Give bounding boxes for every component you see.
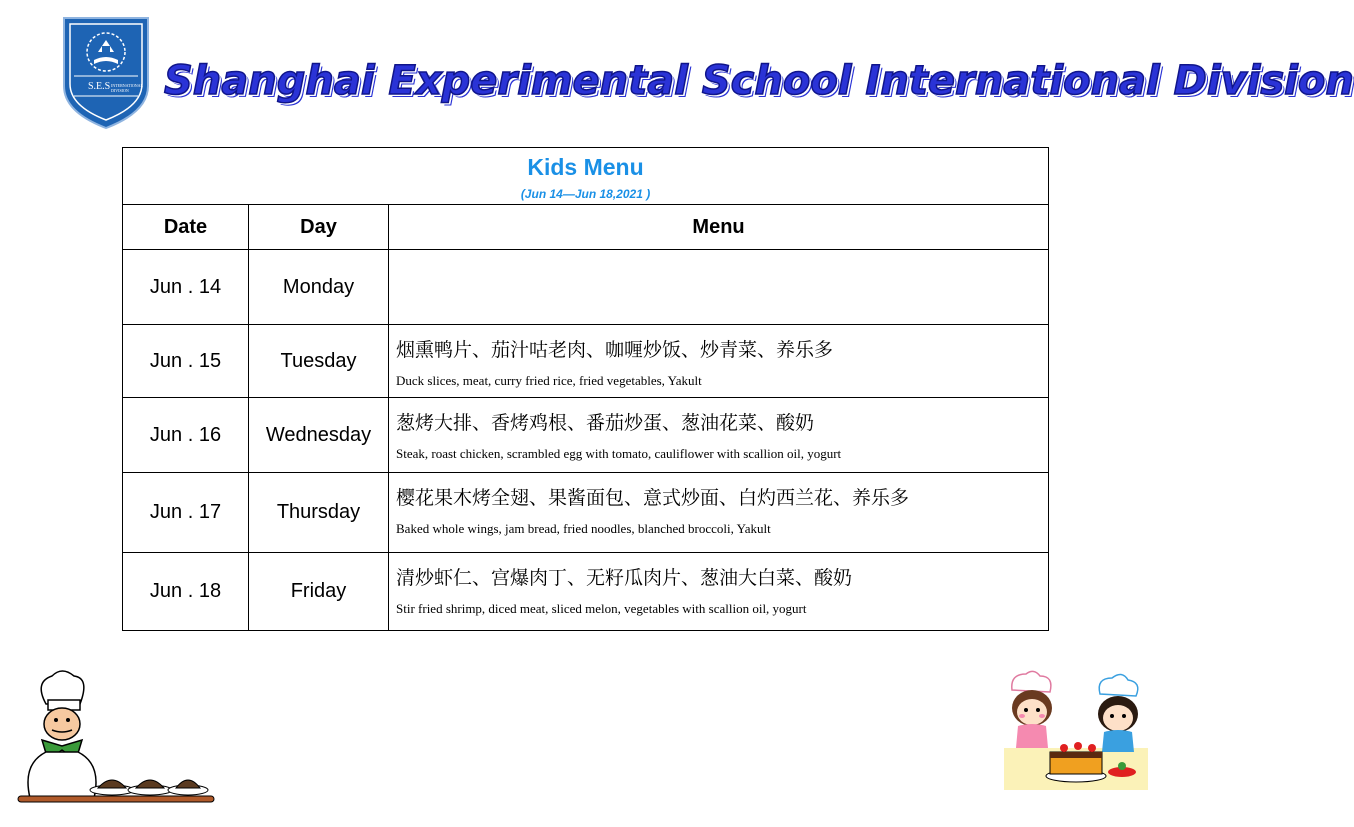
menu-chinese: 葱烤大排、香烤鸡根、番茄炒蛋、葱油花菜、酸奶: [396, 412, 815, 434]
row-day: Thursday: [249, 473, 389, 553]
row-menu: [389, 398, 1049, 473]
menu-english: Stir fried shrimp, diced meat, sliced melon, vegetables with scallion oil, yogurt: [396, 601, 807, 616]
row-date: Jun . 18: [123, 553, 249, 631]
menu-english: Steak, roast chicken, scrambled egg with tomato, cauliflower with scallion oil, yogurt: [396, 446, 842, 461]
kids-menu-table: [122, 147, 1049, 631]
table-row: [123, 250, 1049, 325]
kids-baking-illustration-icon: [1000, 668, 1150, 793]
table-row: [123, 473, 1049, 553]
menu-chinese: 清炒虾仁、宫爆肉丁、无籽瓜肉片、葱油大白菜、酸奶: [396, 567, 853, 589]
svg-text:DIVISION: DIVISION: [111, 88, 129, 93]
table-row: [123, 325, 1049, 398]
school-logo-icon: [62, 16, 150, 130]
menu-title-row: [123, 148, 1049, 205]
column-header-menu: Menu: [389, 205, 1049, 250]
row-date: Jun . 14: [123, 250, 249, 325]
column-header-date: Date: [123, 205, 249, 250]
menu-title-cell: [123, 148, 1049, 205]
table-header-row: [123, 205, 1049, 250]
row-day: Friday: [249, 553, 389, 631]
row-menu: [389, 553, 1049, 631]
row-day: Tuesday: [249, 325, 389, 398]
column-header-day: Day: [249, 205, 389, 250]
chef-illustration-icon: [12, 668, 212, 816]
school-name-heading: Shanghai Experimental School International Division: [164, 58, 1354, 104]
row-menu: [389, 250, 1049, 325]
menu-chinese: 樱花果木烤全翅、果酱面包、意式炒面、白灼西兰花、养乐多: [396, 487, 910, 509]
table-row: [123, 553, 1049, 631]
svg-text:INTERNATIONAL: INTERNATIONAL: [111, 83, 143, 88]
row-date: Jun . 17: [123, 473, 249, 553]
menu-date-range: (Jun 14—Jun 18,2021 ): [520, 187, 651, 201]
row-date: Jun . 16: [123, 398, 249, 473]
row-day: Monday: [249, 250, 389, 325]
row-date: Jun . 15: [123, 325, 249, 398]
menu-english: Duck slices, meat, curry fried rice, fried vegetables, Yakult: [396, 373, 702, 388]
menu-chinese: 烟熏鸭片、茄汁咕老肉、咖喱炒饭、炒青菜、养乐多: [396, 339, 834, 361]
svg-text:S.E.S: S.E.S: [88, 81, 111, 92]
row-day: Wednesday: [249, 398, 389, 473]
row-menu: [389, 325, 1049, 398]
menu-english: Baked whole wings, jam bread, fried noodles, blanched broccoli, Yakult: [396, 521, 771, 536]
table-row: [123, 398, 1049, 473]
row-menu: [389, 473, 1049, 553]
menu-title: Kids Menu: [527, 154, 644, 180]
